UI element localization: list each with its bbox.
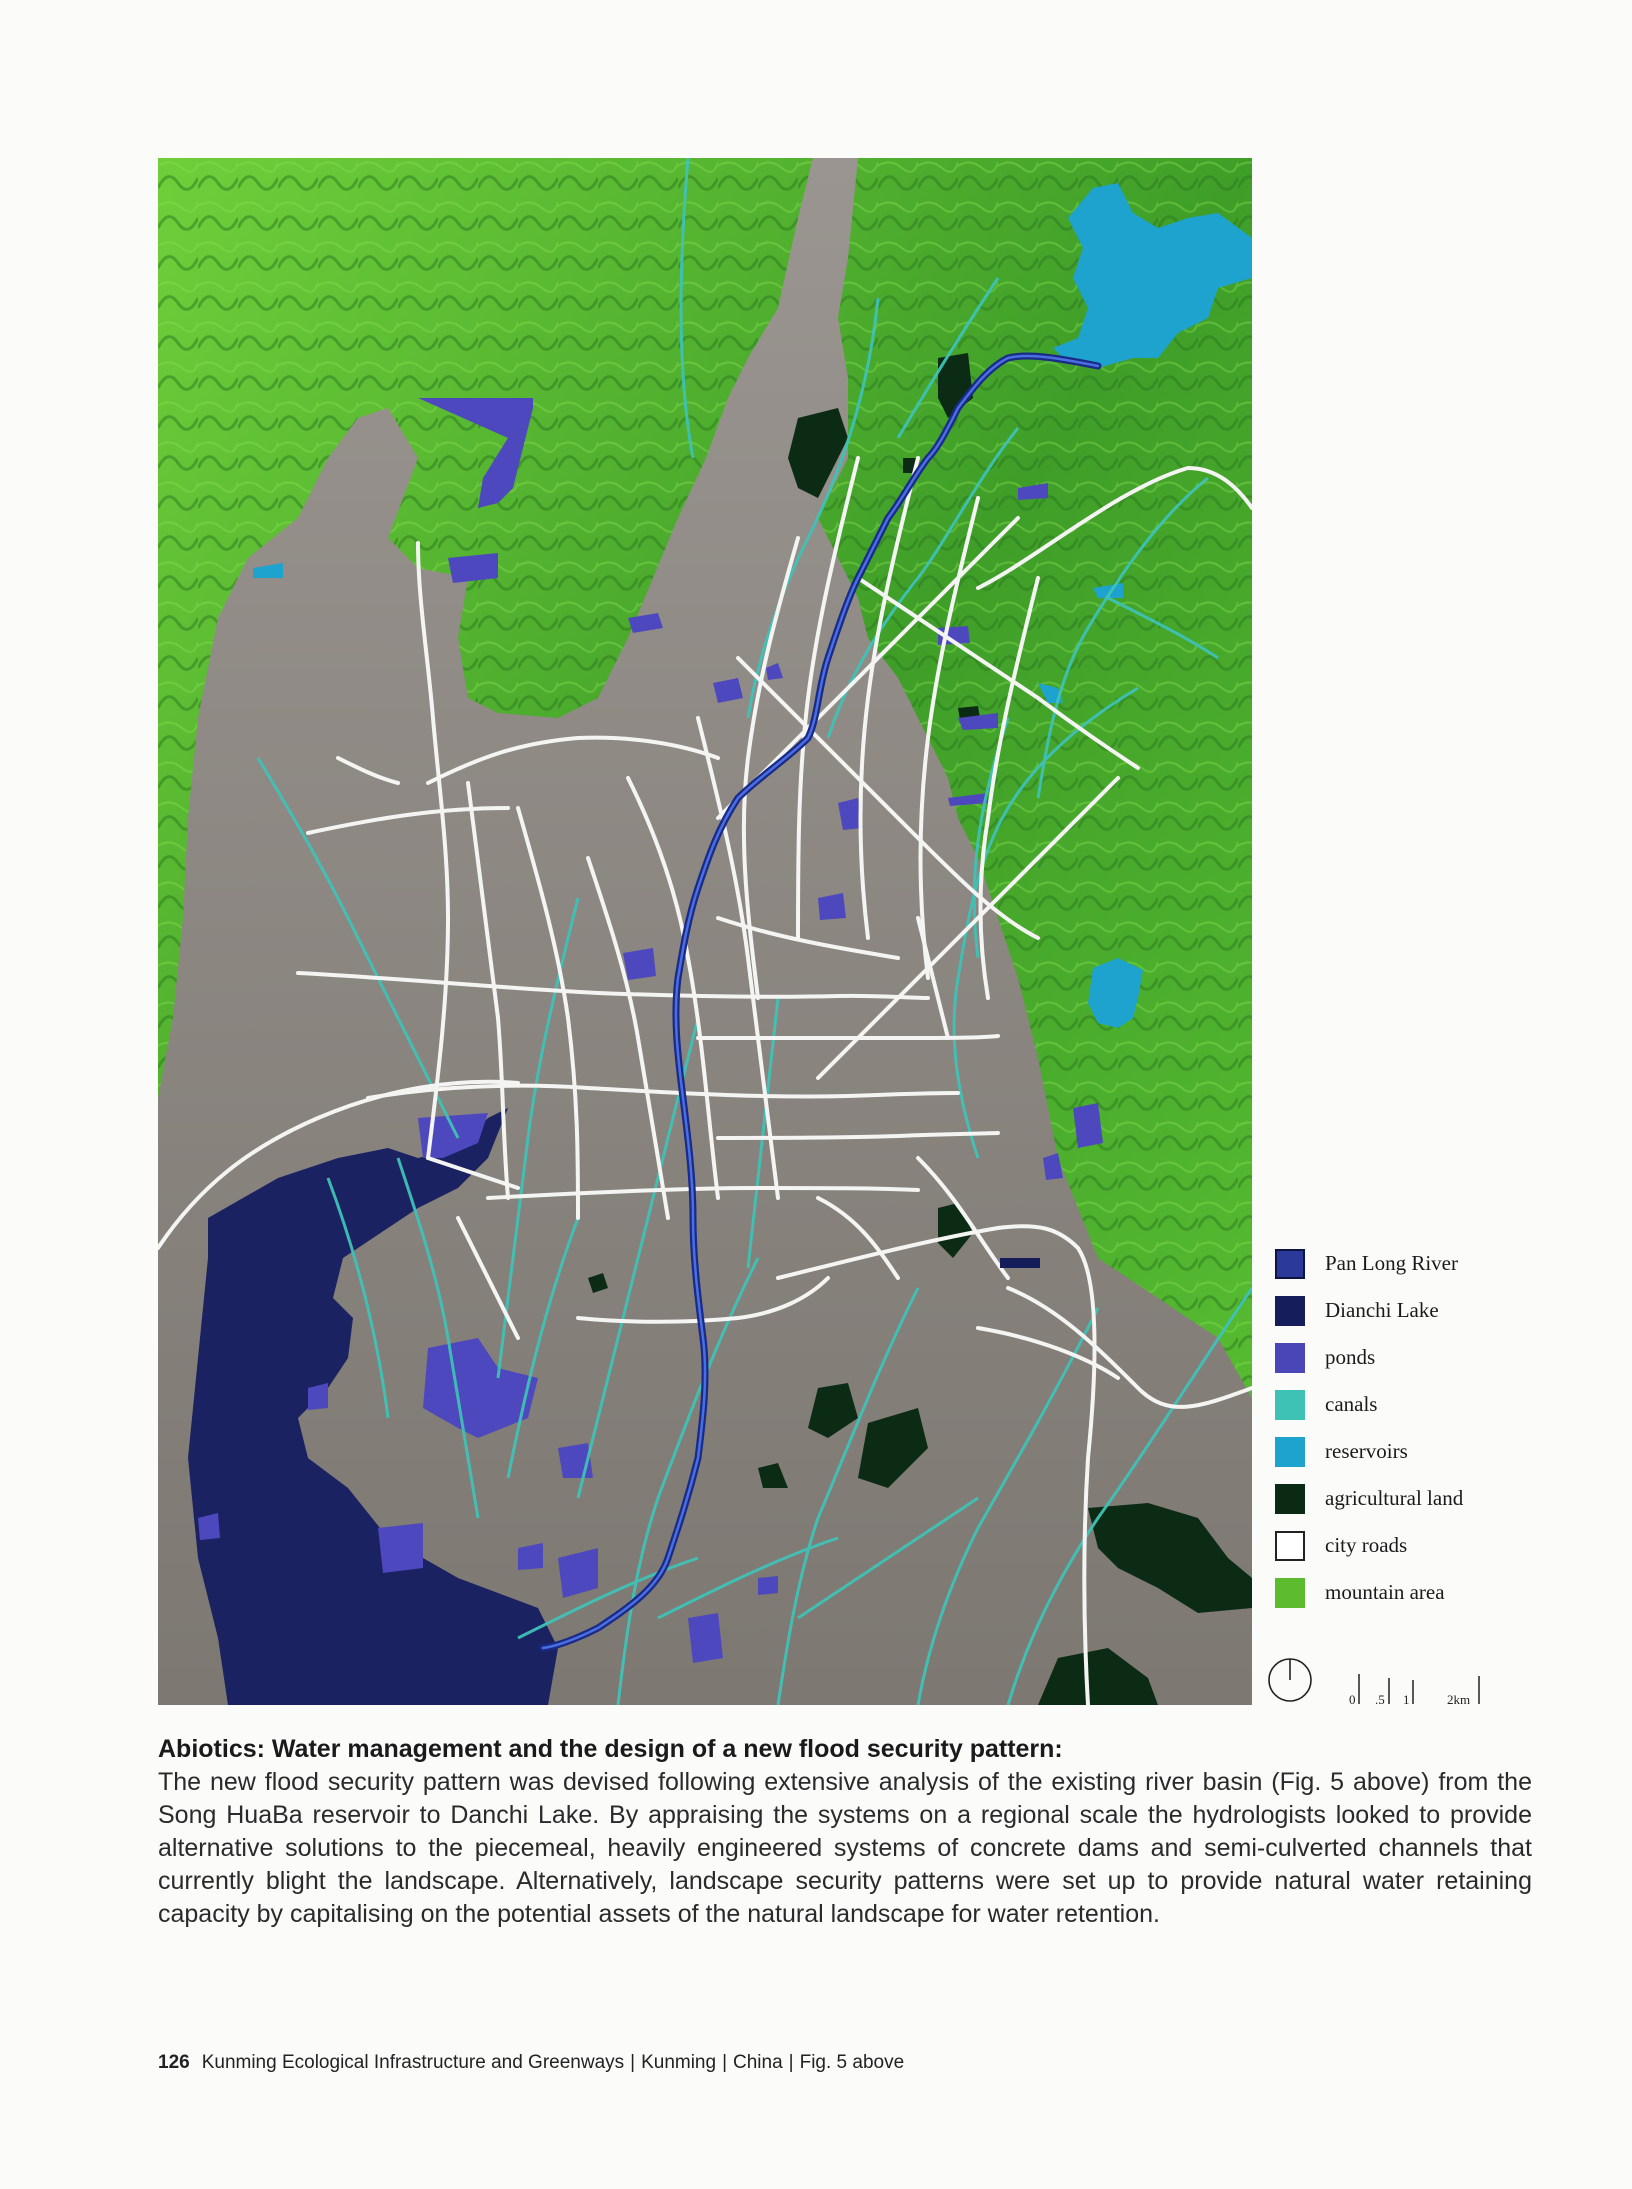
scale-bar-label-1: .5 [1375,1692,1385,1707]
page-number: 126 [158,2052,190,2073]
legend-label: Pan Long River [1325,1251,1458,1275]
pan-long-river-mark [1000,1258,1040,1268]
legend-swatch [1275,1296,1305,1326]
legend-swatch [1275,1437,1305,1467]
legend-swatch [1275,1390,1305,1420]
map-legend [1275,1240,1575,1616]
footer-project: Kunming Ecological Infrastructure and Greenways [201,2052,625,2073]
legend-swatch [1275,1249,1305,1279]
legend-label: reservoirs [1325,1439,1408,1463]
page-footer [158,2052,904,2074]
map-canvas [158,158,1252,1705]
legend-swatch [1275,1531,1305,1561]
footer-separator: | [788,2052,794,2073]
caption-heading: Abiotics: Water management and the design of a new flood security pattern: [158,1735,1063,1763]
legend-item [1275,1287,1575,1334]
figure-caption [158,1732,1532,1931]
legend-item [1275,1240,1575,1287]
legend-label: ponds [1325,1345,1376,1369]
footer-separator: | [722,2052,728,2073]
legend-item [1275,1522,1575,1569]
legend-item [1275,1428,1575,1475]
north-arrow [1266,1656,1314,1704]
footer-city: Kunming [641,2052,717,2073]
legend-label: agricultural land [1325,1486,1464,1510]
scale-bar-label-3: 2km [1447,1692,1471,1707]
legend-swatch [1275,1484,1305,1514]
legend-item [1275,1334,1575,1381]
scale-bar-label-0: 0 [1349,1692,1356,1707]
legend-item [1275,1475,1575,1522]
legend-item [1275,1569,1575,1616]
water-system-map [158,158,1252,1705]
footer-figure-ref: Fig. 5 above [799,2052,905,2073]
footer-country: China [733,2052,783,2073]
legend-label: mountain area [1325,1580,1445,1604]
legend-label: Dianchi Lake [1325,1298,1439,1322]
scale-bar [1345,1668,1495,1708]
legend-label: canals [1325,1392,1378,1416]
footer-separator: | [630,2052,636,2073]
caption-body: The new flood security pattern was devised following extensive analysis of the existing river basin (Fig. 5 above) from the Song HuaBa reservoir to Danchi Lake. By appraising the systems on a regional scale the hydrologists looked to provide alternative solutions to the piecemeal, heavily engineered systems of concrete dams and semi-culverted channels that currently blight the landscape. Alternatively, landscape security patterns were set up to provide natural water retaining capacity by capitalising on the potential assets of the natural landscape for water retention. [158,1768,1532,1928]
scale-bar-label-2: 1 [1403,1692,1410,1707]
legend-item [1275,1381,1575,1428]
legend-swatch [1275,1578,1305,1608]
legend-label: city roads [1325,1533,1408,1557]
legend-swatch [1275,1343,1305,1373]
